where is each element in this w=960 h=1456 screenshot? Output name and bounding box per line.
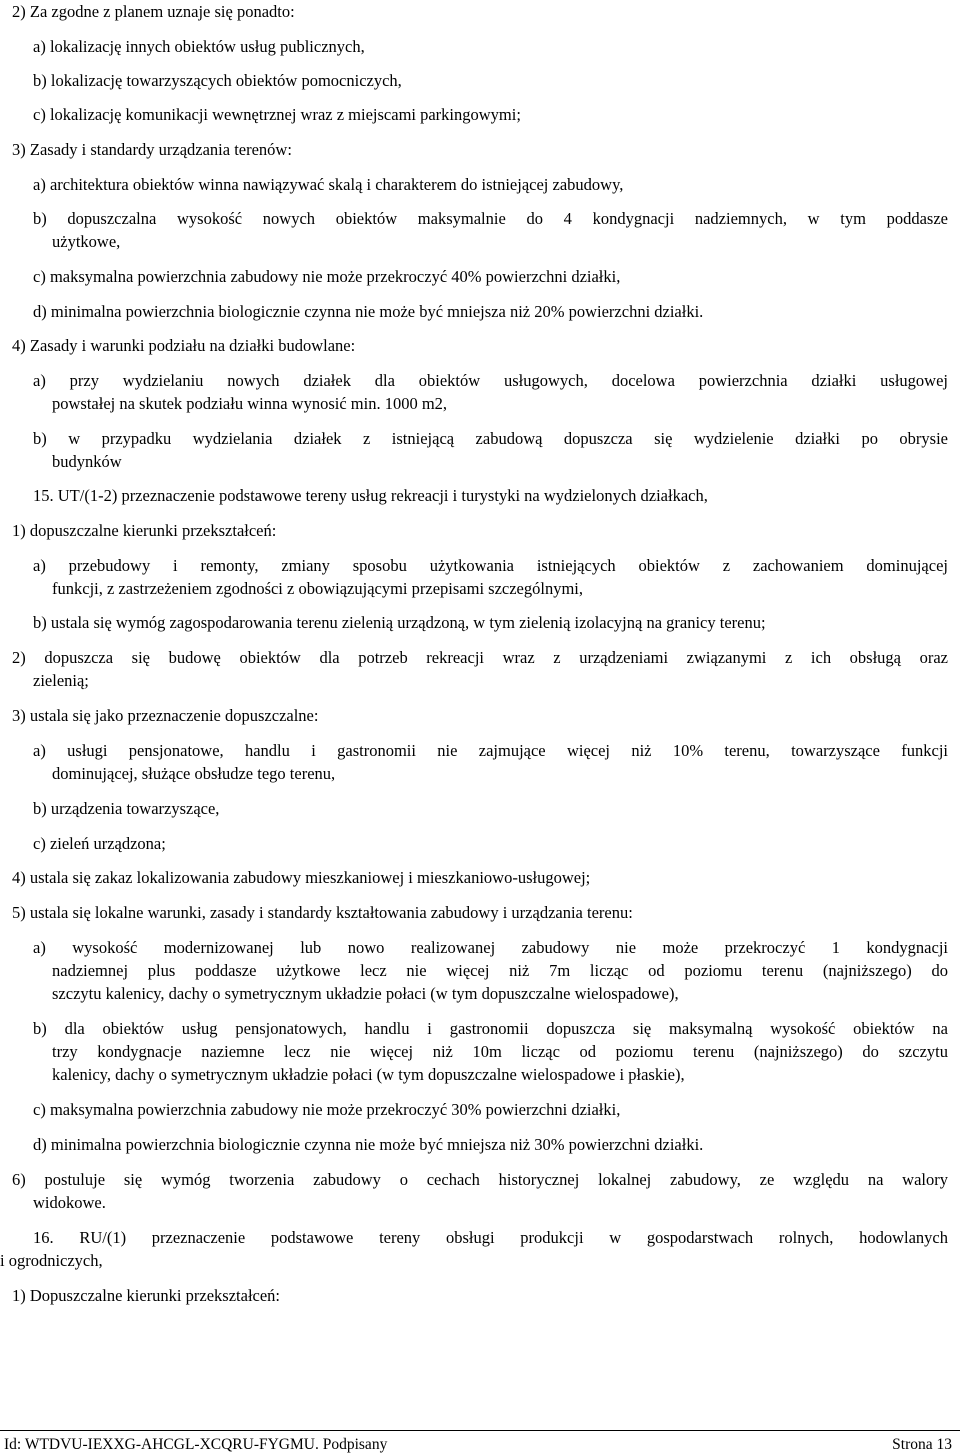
- paragraph-line: szczytu kalenicy, dachy o symetrycznym układzie połaci (w tym dopuszczalne wielospadowe),: [52, 984, 679, 1003]
- paragraph-line: 1) Dopuszczalne kierunki przekształceń:: [12, 1286, 281, 1305]
- paragraph-line: 1) dopuszczalne kierunki przekształceń:: [12, 521, 277, 540]
- paragraph-line: powstałej na skutek podziału winna wynosić min. 1000 m2,: [52, 394, 448, 413]
- paragraph-line: c) maksymalna powierzchnia zabudowy nie może przekroczyć 30% powierzchni działki,: [33, 1100, 621, 1119]
- paragraph-line: b) ustala się wymóg zagospodarowania terenu zielenią urządzoną, w tym zielenią izolacyjną na granicy terenu;: [33, 613, 766, 632]
- page-number: Strona 13: [892, 1436, 952, 1453]
- paragraph-line: b) w przypadku wydzielania działek z istniejącą zabudową dopuszcza się wydzielenie działki po obrysie: [33, 429, 948, 448]
- paragraph-line: użytkowe,: [52, 232, 121, 251]
- paragraph-line: c) lokalizację komunikacji wewnętrznej wraz z miejscami parkingowymi;: [33, 105, 521, 124]
- paragraph-line: b) dla obiektów usług pensjonatowych, handlu i gastronomii dopuszcza się maksymalną wysokość obiektów na: [33, 1019, 948, 1038]
- paragraph-line: a) lokalizację innych obiektów usług publicznych,: [33, 37, 365, 56]
- paragraph-line: trzy kondygnacje naziemne lecz nie więcej niż 10m licząc od poziomu terenu (najniższego) do szczytu: [52, 1042, 948, 1061]
- paragraph-line: budynków: [52, 452, 122, 471]
- paragraph-line: c) zieleń urządzona;: [33, 834, 166, 853]
- paragraph-line: 2) Za zgodne z planem uznaje się ponadto:: [12, 2, 295, 21]
- paragraph-line: widokowe.: [33, 1193, 106, 1212]
- paragraph-line: b) dopuszczalna wysokość nowych obiektów maksymalnie do 4 kondygnacji nadziemnych, w tym poddasze: [33, 209, 948, 228]
- section-heading: 16. RU/(1) przeznaczenie podstawowe tereny obsługi produkcji w gospodarstwach rolnych, hodowlanych: [33, 1228, 948, 1247]
- paragraph-line: a) usługi pensjonatowe, handlu i gastronomii nie zajmujące więcej niż 10% terenu, towarzyszące funkcji: [33, 741, 948, 760]
- paragraph-line: nadziemnej plus poddasze użytkowe lecz nie więcej niż 7m licząc od poziomu terenu (najniższego) do: [52, 961, 948, 980]
- paragraph-line: b) urządzenia towarzyszące,: [33, 799, 220, 818]
- paragraph-line: a) wysokość modernizowanej lub nowo realizowanej zabudowy nie może przekroczyć 1 kondygnacji: [33, 938, 948, 957]
- paragraph-line: d) minimalna powierzchnia biologicznie czynna nie może być mniejsza niż 20% powierzchni działki.: [33, 302, 704, 321]
- paragraph-line: 4) ustala się zakaz lokalizowania zabudowy mieszkaniowej i mieszkaniowo-usługowej;: [12, 868, 591, 887]
- document-id: Id: WTDVU-IEXXG-AHCGL-XCQRU-FYGMU. Podpisany: [4, 1436, 388, 1453]
- paragraph-line: a) architektura obiektów winna nawiązywać skalą i charakterem do istniejącej zabudowy,: [33, 175, 624, 194]
- paragraph-line: funkcji, z zastrzeżeniem zgodności z obowiązującymi przepisami szczególnymi,: [52, 579, 583, 598]
- paragraph-line: 3) Zasady i standardy urządzania terenów:: [12, 140, 292, 159]
- paragraph-line: c) maksymalna powierzchnia zabudowy nie może przekroczyć 40% powierzchni działki,: [33, 267, 621, 286]
- paragraph-line: dominującej, służące obsłudze tego terenu,: [52, 764, 336, 783]
- paragraph-line: a) przy wydzielaniu nowych działek dla obiektów usługowych, docelowa powierzchnia działki usługowej: [33, 371, 948, 390]
- paragraph-line: 3) ustala się jako przeznaczenie dopuszczalne:: [12, 706, 319, 725]
- paragraph-line: a) przebudowy i remonty, zmiany sposobu użytkowania istniejących obiektów z zachowaniem dominującej: [33, 556, 948, 575]
- paragraph-line: 2) dopuszcza się budowę obiektów dla potrzeb rekreacji wraz z urządzeniami związanymi z ich obsługą oraz: [12, 648, 948, 667]
- section-heading: 15. UT/(1-2) przeznaczenie podstawowe tereny usług rekreacji i turystyki na wydzielonych działkach,: [33, 486, 708, 505]
- paragraph-line: zielenią;: [33, 671, 89, 690]
- paragraph-line: 4) Zasady i warunki podziału na działki budowlane:: [12, 336, 356, 355]
- paragraph-line: 6) postuluje się wymóg tworzenia zabudowy o cechach historycznej lokalnej zabudowy, ze względu na walory: [12, 1170, 948, 1189]
- paragraph-line: 5) ustala się lokalne warunki, zasady i standardy kształtowania zabudowy i urządzania terenu:: [12, 903, 633, 922]
- paragraph-line: b) lokalizację towarzyszących obiektów pomocniczych,: [33, 71, 402, 90]
- paragraph-line: i ogrodniczych,: [0, 1251, 103, 1270]
- paragraph-line: d) minimalna powierzchnia biologicznie czynna nie może być mniejsza niż 30% powierzchni działki.: [33, 1135, 704, 1154]
- footer-divider: [0, 1430, 960, 1431]
- paragraph-line: kalenicy, dachy o symetrycznym układzie połaci (w tym dopuszczalne wielospadowe i płaskie),: [52, 1065, 685, 1084]
